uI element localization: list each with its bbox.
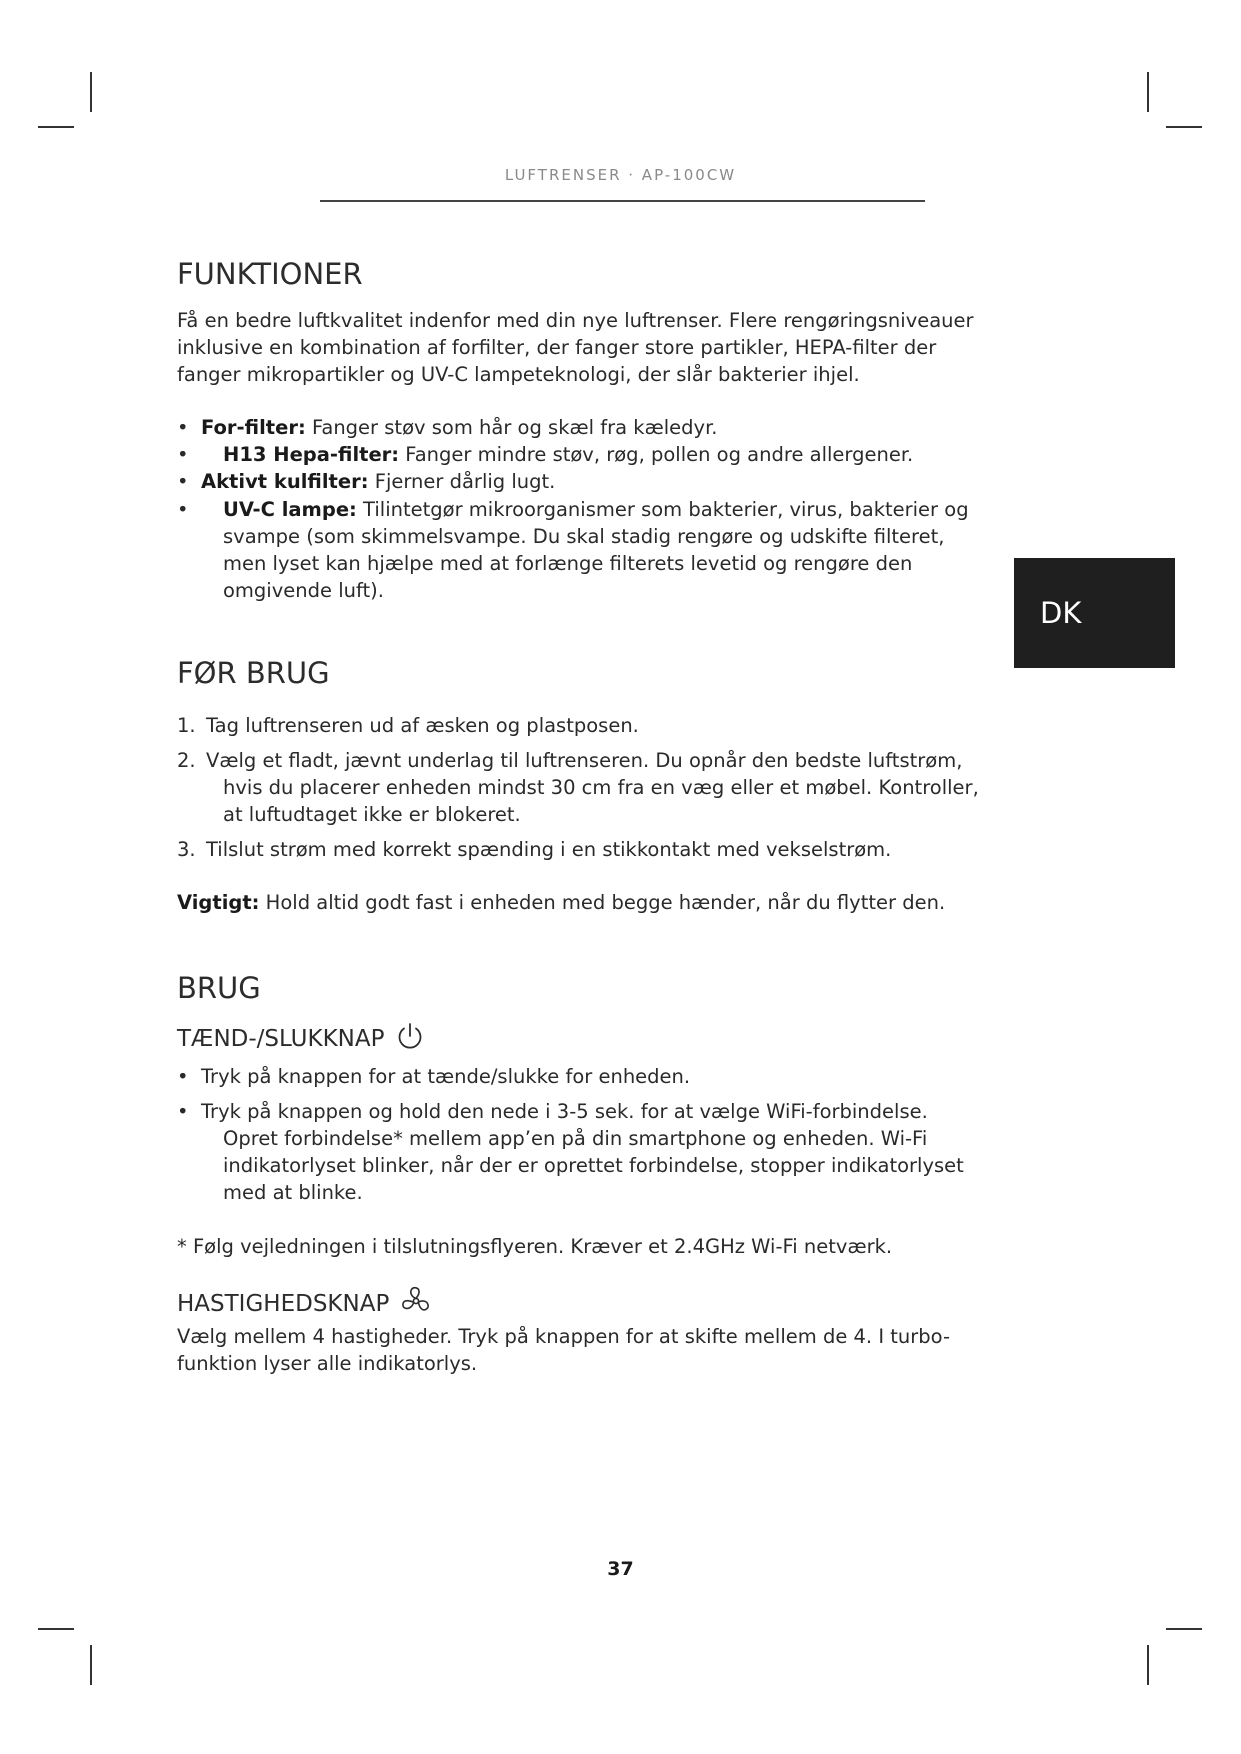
feature-label: For-filter: bbox=[201, 416, 306, 439]
feature-text: Fanger mindre støv, røg, pollen og andre allergener. bbox=[399, 443, 914, 466]
bullet-dot: • bbox=[177, 1065, 189, 1088]
step-text: Tag luftrenseren ud af æsken og plastposen. bbox=[206, 714, 639, 737]
section-title-brug: BRUG bbox=[177, 971, 261, 1005]
crop-mark bbox=[38, 1628, 74, 1630]
subsection-speed bbox=[177, 1285, 433, 1323]
power-icon bbox=[395, 1021, 425, 1057]
fan-icon bbox=[399, 1285, 433, 1323]
power-bullet-text: indikatorlyset blinker, når der er oprettet forbindelse, stopper indikatorlyset bbox=[223, 1154, 964, 1177]
intro-line: Få en bedre luftkvalitet indenfor med din nye luftrenser. Flere rengøringsniveauer bbox=[177, 309, 974, 332]
speed-text-line: funktion lyser alle indikatorlys. bbox=[177, 1352, 478, 1375]
language-tab-dk bbox=[1014, 558, 1175, 668]
language-tab-label: DK bbox=[1040, 596, 1082, 630]
power-bullet-text: Tryk på knappen og hold den nede i 3-5 sek. for at vælge WiFi-forbindelse. bbox=[201, 1100, 928, 1123]
step-number: 3. bbox=[177, 838, 196, 861]
feature-text: omgivende luft). bbox=[223, 579, 384, 602]
feature-text: Tilintetgør mikroorganismer som bakterier, virus, bakterier og bbox=[356, 498, 969, 521]
bullet-dot: • bbox=[177, 1100, 189, 1123]
feature-label: UV-C lampe: bbox=[223, 498, 357, 521]
step-number: 2. bbox=[177, 749, 196, 772]
crop-mark bbox=[1147, 1645, 1149, 1685]
bullet-dot: • bbox=[177, 443, 189, 466]
step-text: Tilslut strøm med korrekt spænding i en stikkontakt med vekselstrøm. bbox=[206, 838, 892, 861]
important-label: Vigtigt: bbox=[177, 891, 260, 914]
crop-mark bbox=[90, 72, 92, 112]
subsection-title-power: TÆND-/SLUKKNAP bbox=[177, 1026, 385, 1052]
bullet-dot: • bbox=[177, 416, 189, 439]
section-title-funktioner: FUNKTIONER bbox=[177, 257, 363, 291]
feature-text: Fjerner dårlig lugt. bbox=[368, 470, 556, 493]
speed-text-line: Vælg mellem 4 hastigheder. Tryk på knappen for at skifte mellem de 4. I turbo- bbox=[177, 1325, 951, 1348]
running-head: LUFTRENSER · AP-100CW bbox=[504, 166, 737, 184]
header-rule bbox=[320, 200, 925, 202]
page-number: 37 bbox=[607, 1558, 634, 1580]
step-text: Vælg et fladt, jævnt underlag til luftrenseren. Du opnår den bedste luftstrøm, bbox=[206, 749, 963, 772]
crop-mark bbox=[1166, 126, 1202, 128]
power-bullet-text: med at blinke. bbox=[223, 1181, 363, 1204]
subsection-power bbox=[177, 1021, 425, 1057]
feature-text: Fanger støv som hår og skæl fra kæledyr. bbox=[305, 416, 718, 439]
step-text: at luftudtaget ikke er blokeret. bbox=[223, 803, 521, 826]
power-bullet-text: Opret forbindelse* mellem app’en på din smartphone og enheden. Wi-Fi bbox=[223, 1127, 928, 1150]
intro-line: inklusive en kombination af forfilter, der fanger store partikler, HEPA-filter der bbox=[177, 336, 937, 359]
step-number: 1. bbox=[177, 714, 196, 737]
feature-text: men lyset kan hjælpe med at forlænge filterets levetid og rengøre den bbox=[223, 552, 913, 575]
crop-mark bbox=[1166, 1628, 1202, 1630]
important-text: Hold altid godt fast i enheden med begge hænder, når du flytter den. bbox=[259, 891, 946, 914]
crop-mark bbox=[1147, 72, 1149, 112]
subsection-title-speed: HASTIGHEDSKNAP bbox=[177, 1291, 390, 1317]
step-text: hvis du placerer enheden mindst 30 cm fra en væg eller et møbel. Kontroller, bbox=[223, 776, 979, 799]
feature-label: Aktivt kulfilter: bbox=[201, 470, 369, 493]
bullet-dot: • bbox=[177, 498, 189, 521]
footnote: * Følg vejledningen i tilslutningsflyeren. Kræver et 2.4GHz Wi-Fi netværk. bbox=[177, 1235, 893, 1258]
crop-mark bbox=[90, 1645, 92, 1685]
intro-line: fanger mikropartikler og UV-C lampeteknologi, der slår bakterier ihjel. bbox=[177, 363, 860, 386]
crop-mark bbox=[38, 126, 74, 128]
important-note bbox=[177, 889, 1007, 916]
feature-text: svampe (som skimmelsvampe. Du skal stadig rengøre og udskifte filteret, bbox=[223, 525, 945, 548]
feature-label: H13 Hepa-filter: bbox=[223, 443, 400, 466]
power-bullet-text: Tryk på knappen for at tænde/slukke for enheden. bbox=[201, 1065, 691, 1088]
section-title-foer-brug: FØR BRUG bbox=[177, 656, 330, 690]
bullet-dot: • bbox=[177, 470, 189, 493]
